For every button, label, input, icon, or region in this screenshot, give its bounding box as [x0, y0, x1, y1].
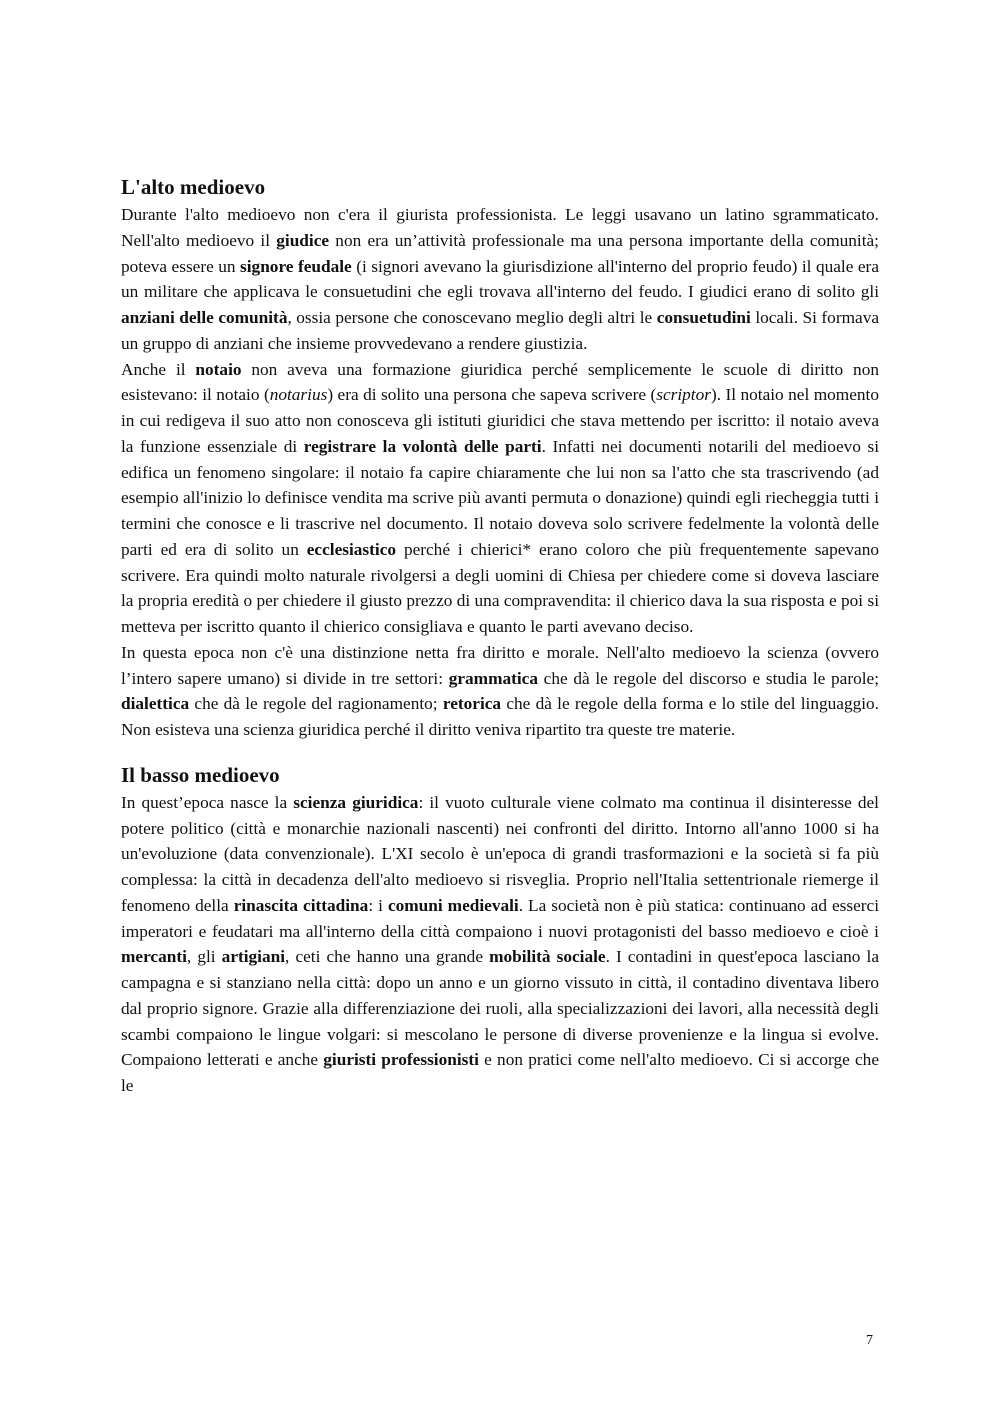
- text-run: e non pratici come nell'alto medioevo. Ci si accorge che le: [121, 1050, 879, 1095]
- bold-text: scienza giuridica: [293, 792, 419, 812]
- italic-text: scriptor: [656, 385, 711, 405]
- bold-text: ecclesiastico: [306, 539, 397, 559]
- bold-text: registrare la volontà delle parti: [303, 436, 542, 456]
- text-run: perché i chierici* erano coloro che più frequentemente sapevano scrivere. Era quindi molto naturale rivolgersi a degli uomini di Chiesa per chiedere come si doveva lasciare la propria eredità o per chiedere il giusto prezzo di una compravendita: il chierico dava la sua risposta e poi si metteva per iscritto quanto il chierico consigliava e quanto le parti avevano deciso.: [121, 539, 879, 636]
- text-run: . La società non è più statica: continuano ad esserci imperatori e feudatari ma all'interno della città compaiono i nuovi protagonisti del basso medioevo e cioè i: [121, 895, 880, 941]
- bold-text: comuni medievali: [387, 895, 519, 915]
- page-number: 7: [866, 1333, 873, 1348]
- bold-text: giuristi professionisti: [323, 1050, 479, 1070]
- text-run: : i: [368, 895, 388, 915]
- italic-text: notarius: [269, 385, 328, 405]
- page-content: [121, 174, 879, 1099]
- bold-text: notaio: [195, 359, 242, 379]
- bold-text: giudice: [276, 230, 330, 250]
- section-heading: Il basso medioevo: [121, 762, 280, 787]
- bold-text: retorica: [442, 694, 502, 714]
- section-alto-medioevo: [121, 174, 879, 743]
- bold-text: mobilità sociale: [489, 947, 606, 967]
- text-run: . I contadini in quest'epoca lasciano la campagna e si stanziano nella città: dopo un anno e un giorno vissuto in città, il contadino diventava libero dal proprio signore. Grazie alla differenziazione dei ruoli, alla specializzazioni dei lavori, alla necessità degli scambi compaiono le lingue volgari: si mescolano le persone di diverse provenienze e la lingua si evolve. Compaiono letterati e anche: [121, 947, 879, 1070]
- text-run: Durante l'alto medioevo non c'era il giurista professionista. Le leggi usavano un latino sgrammaticato. Nell'alto medioevo il: [121, 205, 879, 250]
- body-paragraph: [121, 357, 879, 640]
- text-run: , ceti che hanno una grande: [285, 947, 490, 967]
- body-paragraph: [121, 640, 879, 743]
- section-basso-medioevo: [121, 762, 879, 1099]
- text-run: . Infatti nei documenti notarili del medioevo si edifica un fenomeno singolare: il notaio fa capire chiaramente che lui non sa l'atto che sta trascrivendo (ad esempio all'inizio lo definisce vendita ma scrive più avanti permuta o donazione) quindi egli riecheggia tutti i termini che conosce e li trascrive nel documento. Il notaio doveva solo scrivere fedelmente la volontà delle parti ed era di solito un: [121, 436, 880, 559]
- bold-text: rinascita cittadina: [233, 895, 369, 915]
- bold-text: consuetudini: [656, 308, 751, 327]
- text-run: Anche il: [121, 359, 196, 379]
- bold-text: artigiani: [221, 947, 286, 967]
- text-run: che dà le regole della forma e lo stile del linguaggio. Non esisteva una scienza giuridica perché il diritto veniva ripartito tra queste tre materie.: [121, 694, 879, 739]
- text-run: non aveva una formazione giuridica perché semplicemente le scuole di diritto non esistevano: il notaio (: [121, 359, 879, 405]
- section-heading: L'alto medioevo: [121, 175, 266, 199]
- text-run: In questa epoca non c'è una distinzione netta fra diritto e morale. Nell'alto medioevo la scienza (ovvero l’intero sapere umano) si divide in tre settori:: [121, 642, 879, 688]
- text-run: ) era di solito una persona che sapeva scrivere (: [327, 385, 657, 405]
- bold-text: mercanti: [121, 947, 187, 967]
- text-run: non era un’attività professionale ma una persona importante della comunità; poteva essere un: [121, 230, 879, 276]
- body-paragraph: [121, 202, 879, 357]
- bold-text: grammatica: [448, 668, 538, 688]
- text-run: locali. Si formava un gruppo di anziani che insieme provvedevano a rendere giustizia.: [121, 308, 880, 353]
- text-run: ). Il notaio nel momento in cui redigeva il suo atto non conosceva gli istituti giuridici che stava mettendo per iscritto: il notaio aveva la funzione essenziale di: [121, 385, 879, 456]
- text-run: che dà le regole del discorso e studia le parole;: [537, 668, 879, 688]
- text-run: (i signori avevano la giurisdizione all'interno del proprio feudo) il quale era un militare che applicava le consuetudini che egli trovava all'interno del feudo. I giudici erano di solito gli: [121, 256, 879, 302]
- bold-text: signore feudale: [240, 256, 352, 276]
- bold-text: dialettica: [121, 694, 190, 714]
- text-run: : il vuoto culturale viene colmato ma continua il disinteresse del potere politico (città e monarchie nazionali nascenti) nei confronti del diritto. Intorno all'anno 1000 si ha un'evoluzione (data convenzionale). L'XI secolo è un'epoca di grandi trasformazioni e la società si fa più complessa: la città in decadenza dell'alto medioevo si risveglia. Proprio nell'Italia settentrionale riemerge il fenomeno della: [121, 792, 879, 915]
- text-run: , ossia persone che conoscevano meglio degli altri le: [287, 308, 657, 327]
- text-run: , gli: [186, 947, 222, 967]
- body-paragraph: [121, 790, 879, 1099]
- bold-text: anziani delle comunità: [121, 308, 288, 327]
- text-run: In quest’epoca nasce la: [121, 792, 294, 812]
- text-run: che dà le regole del ragionamento;: [189, 694, 443, 714]
